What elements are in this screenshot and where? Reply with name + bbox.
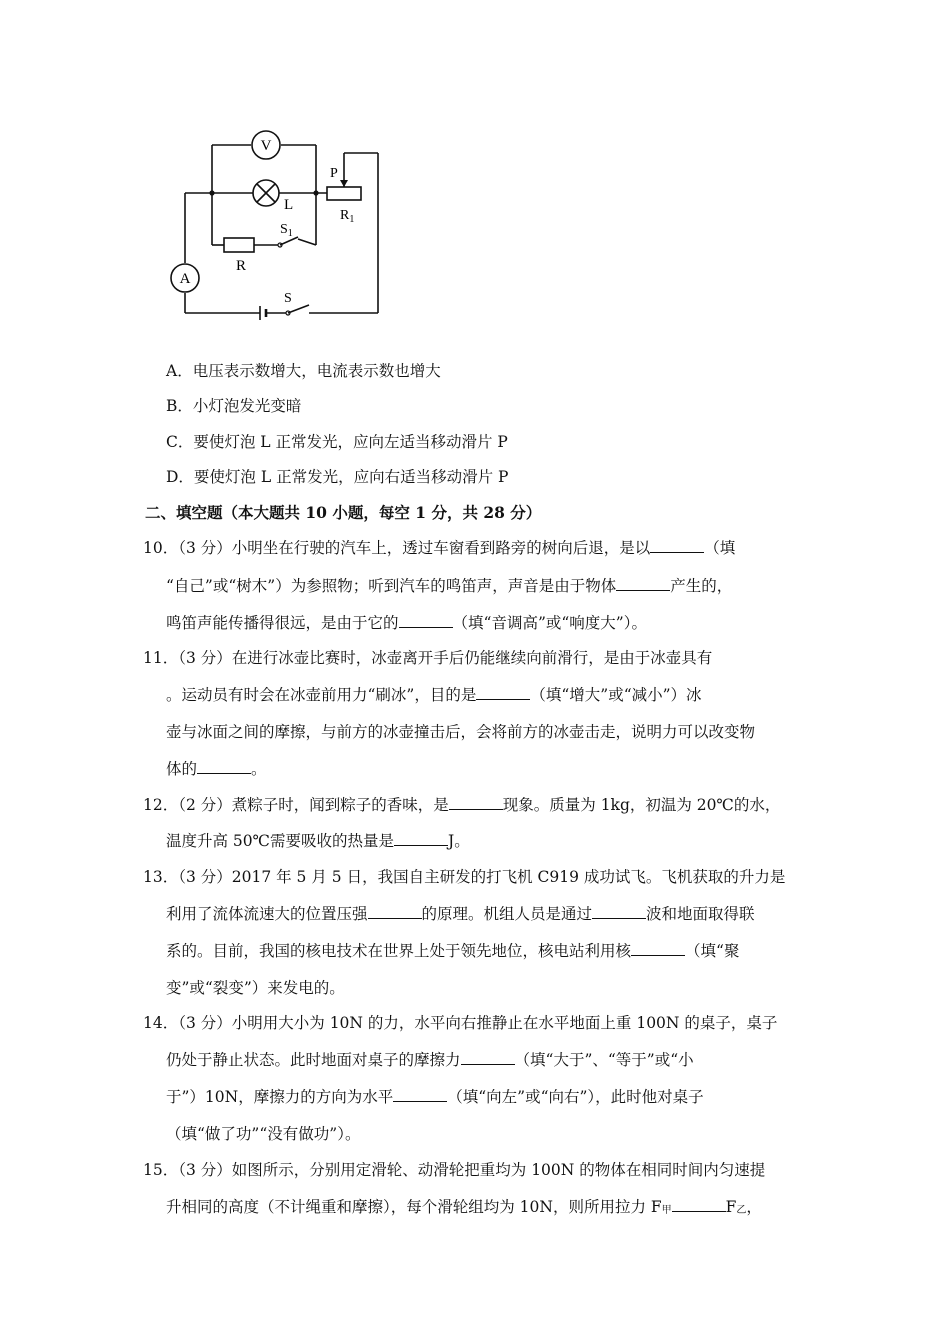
rheostat-label: $R_1$: [340, 208, 355, 225]
q15-blank-1[interactable]: [672, 1197, 726, 1212]
q14-line2: 仍处于静止状态。此时地面对桌子的摩擦力 （填“大于”、“等于”或“小: [166, 1051, 694, 1069]
q11-line4: 体的 。: [166, 760, 267, 778]
q10-line1: 10．（3 分）小明坐在行驶的汽车上，透过车窗看到路旁的树向后退，是以 （填: [143, 539, 736, 557]
q13-line3: 系的。目前，我国的核电技术在世界上处于领先地位，核电站利用核 （填“聚: [166, 942, 740, 960]
option-a: A．电压表示数增大，电流表示数也增大: [166, 362, 441, 380]
q10-line2: “自己”或“树木”）为参照物；听到汽车的鸣笛声，声音是由于物体 产生的，: [166, 577, 733, 595]
voltmeter-symbol: [252, 131, 280, 159]
q15-line2: 升相同的高度（不计绳重和摩擦），每个滑轮组均为 10N，则所用拉力 F甲 F乙，: [166, 1198, 762, 1216]
q13-blank-3[interactable]: [631, 941, 685, 956]
q11-line1: 11．（3 分）在进行冰壶比赛时，冰壶离开手后仍能继续向前滑行，是由于冰壶具有: [143, 649, 713, 667]
q12-line2: 温度升高 50℃需要吸收的热量是 J。: [166, 832, 470, 850]
q14-blank-1[interactable]: [461, 1050, 515, 1065]
lamp-label: L: [284, 197, 294, 213]
q13-line4: 变”或“裂变”）来发电的。: [166, 979, 345, 997]
option-c: C．要使灯泡 L 正常发光，应向左适当移动滑片 P: [166, 433, 508, 451]
q10-line3: 鸣笛声能传播得很远，是由于它的 （填“音调高”或“响度大”）。: [166, 614, 647, 632]
battery-symbol: [260, 306, 266, 320]
q13-blank-1[interactable]: [368, 904, 422, 919]
switch-s-label: S: [284, 291, 292, 306]
circuit-diagram: [160, 125, 400, 330]
resistor-symbol: [224, 238, 254, 274]
q13-line2: 利用了流体流速大的位置压强 的原理。机组人员是通过 波和地面取得联: [166, 905, 755, 923]
q10-blank-1[interactable]: [650, 538, 704, 553]
q13-line1: 13．（3 分）2017 年 5 月 5 日，我国自主研发的打飞机 C919 成功试飞。飞机获取的升力是: [143, 868, 786, 886]
q12-blank-2[interactable]: [394, 831, 448, 846]
switch-s1-symbol: [278, 222, 298, 247]
option-d: D．要使灯泡 L 正常发光，应向右适当移动滑片 P: [166, 468, 509, 486]
slider-label: P: [330, 166, 338, 181]
q11-blank-2[interactable]: [476, 685, 530, 700]
q11-line3: 壶与冰面之间的摩擦，与前方的冰壶撞击后，会将前方的冰壶击走，说明力可以改变物: [166, 723, 756, 741]
option-b: B．小灯泡发光变暗: [166, 397, 302, 415]
q14-line1: 14．（3 分）小明用大小为 10N 的力，水平向右推静止在水平地面上重 100N 的桌子，桌子: [143, 1014, 778, 1032]
ammeter-label: A: [179, 271, 191, 287]
q11-blank-1[interactable]: [197, 759, 251, 774]
q14-line3: 于”）10N，摩擦力的方向为水平 （填“向左”或“向右”），此时他对桌子: [166, 1088, 704, 1106]
q12-blank-1[interactable]: [449, 795, 503, 810]
q13-blank-2[interactable]: [592, 904, 646, 919]
section-title: 二、填空题（本大题共 10 小题，每空 1 分，共 28 分）: [145, 503, 542, 522]
switch-s-symbol: [284, 291, 309, 315]
ammeter-symbol: [171, 264, 199, 292]
q14-line4: （填“做了功”“没有做功”）。: [166, 1125, 361, 1143]
switch-s1-label: $S_1$: [280, 222, 293, 239]
q11-line2: 。运动员有时会在冰壶前用力“刷冰”，目的是 （填“增大”或“减小”）冰: [166, 686, 702, 704]
q10-blank-2[interactable]: [616, 576, 670, 591]
q12-line1: 12．（2 分）煮粽子时，闻到粽子的香味，是 现象。质量为 1kg，初温为 20℃的水，: [143, 796, 781, 814]
q14-blank-2[interactable]: [393, 1087, 447, 1102]
q15-line1: 15．（3 分）如图所示，分别用定滑轮、动滑轮把重均为 100N 的物体在相同时间内匀速提: [143, 1161, 766, 1179]
lamp-symbol: [253, 180, 293, 213]
voltmeter-label: V: [260, 138, 272, 154]
resistor-label: R: [236, 258, 247, 274]
q10-blank-3[interactable]: [399, 613, 453, 628]
